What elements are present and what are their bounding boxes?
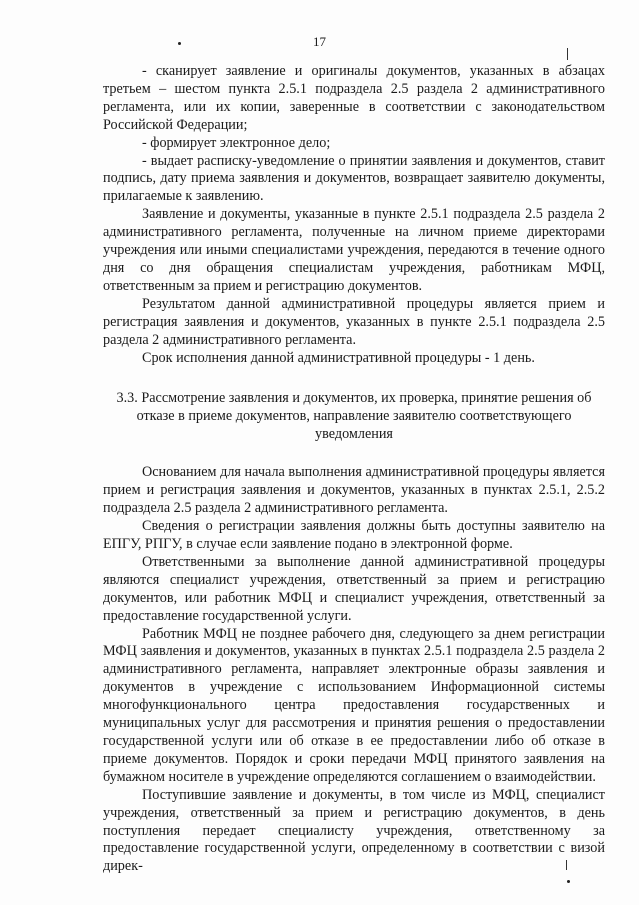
paragraph: Работник МФЦ не позднее рабочего дня, следующего за днем регистрации МФЦ заявления и документов, указанных в пунктах 2.5.1 подраздела 2.5 раздела 2 административного регламента, направляет электронные образы заявления и документов в учреждение с использованием Информационной системы многофункционального центра предоставления государственных и муниципальных услуг для рассмотрения и принятия решения о предоставлении государственной услуги или об отказе в ее предоставлении либо об отказе в приеме документов. Порядок и сроки передачи МФЦ принятого заявления на бумажном носителе в учреждение определяются соглашением о взаимодействии. <box>103 625 605 785</box>
paragraph: Срок исполнения данной административной процедуры - 1 день. <box>142 349 535 366</box>
section-heading: 3.3. Рассмотрение заявления и документов, их проверка, принятие решения об отказе в приеме документов, направление заявителю соответствующего уведомления <box>116 390 592 443</box>
paragraph: Заявление и документы, указанные в пункте 2.5.1 подраздела 2.5 раздела 2 административного регламента, полученные на личном приеме директорами учреждения или иными специалистами учреждения, передаются в течение одного дня со дня обращения специалистам учреждения, работникам МФЦ, ответственным за прием и регистрацию документов. <box>103 206 605 294</box>
scan-speck <box>567 880 570 883</box>
paragraph: Основанием для начала выполнения административной процедуры является прием и регистрация заявления и документов, указанных в пунктах 2.5.1, 2.5.2 подраздела 2.5 раздела 2 административного регламента. <box>103 464 605 517</box>
paragraph: - сканирует заявление и оригиналы документов, указанных в абзацах третьем – шестом пункта 2.5.1 подраздела 2.5 раздела 2 административного регламента, или их копии, заверенные в соответствии с законодательством Российской Федерации; <box>103 63 605 133</box>
paragraph: - выдает расписку-уведомление о принятии заявления и документов, ставит подпись, дату приема заявления и документов, возвращает заявителю документы, прилагаемые к заявлению. <box>103 152 605 205</box>
document-body <box>103 63 605 876</box>
paragraph: Ответственными за выполнение данной административной процедуры являются специалист учреждения, ответственный за прием и регистрацию документов, или работник МФЦ и специалист учреждения, ответственный за предоставление государственной услуги. <box>103 553 605 624</box>
scan-mark <box>567 48 568 60</box>
page-number: 17 <box>313 34 326 49</box>
paragraph: Сведения о регистрации заявления должны быть доступны заявителю на ЕПГУ, РПГУ, в случае если заявление подано в электронной форме. <box>103 518 605 553</box>
paragraph: - формирует электронное дело; <box>142 134 331 151</box>
scan-mark <box>566 860 567 870</box>
paragraph: Результатом данной административной процедуры является прием и регистрация заявления и документов, указанных в пункте 2.5.1 подраздела 2.5 раздела 2 административного регламента. <box>103 295 605 348</box>
scan-speck <box>178 42 181 45</box>
paragraph: Поступившие заявление и документы, в том числе из МФЦ, специалист учреждения, ответственный за прием и регистрацию документов, в день поступления передает специалисту учреждения, ответственному за предоставление государственной услуги, определенному в соответствии с визой дирек- <box>103 786 605 875</box>
